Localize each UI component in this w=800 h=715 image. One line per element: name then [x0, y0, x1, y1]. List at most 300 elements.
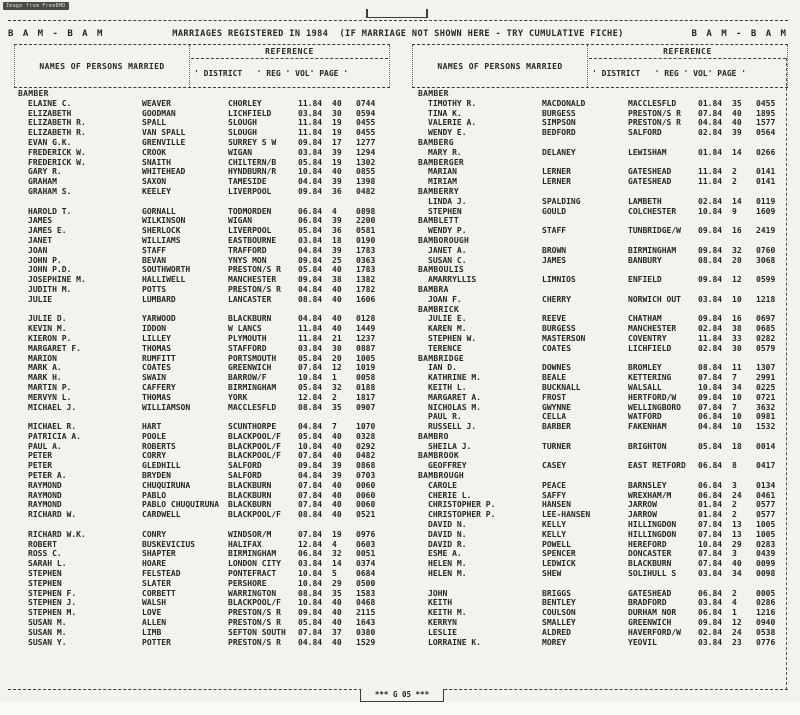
reg-quarter: 01.84	[698, 510, 723, 520]
reg-quarter: 10.84	[298, 373, 323, 383]
district: WALSALL	[628, 382, 662, 392]
spouse-surname: KELLY	[542, 520, 567, 530]
surname-group-header	[408, 216, 792, 226]
spouse-surname: BURGESS	[542, 108, 576, 118]
volume: 35	[732, 98, 742, 108]
volume: 40	[732, 118, 742, 128]
spouse-surname: PEACE	[542, 480, 567, 490]
record-row	[8, 314, 392, 324]
spouse-surname: CORRY	[142, 451, 167, 461]
page-number: 0455	[356, 118, 376, 128]
spouse-surname: REEVE	[542, 314, 567, 324]
volume: 30	[332, 343, 342, 353]
given-name: VALERIE A.	[428, 118, 477, 128]
volume: 40	[332, 618, 342, 628]
spouse-surname: SPALL	[142, 118, 167, 128]
reg-quarter: 10.84	[298, 167, 323, 177]
reg-quarter: 05.84	[698, 441, 723, 451]
record-row	[8, 442, 392, 452]
spouse-surname: TURNER	[542, 441, 571, 451]
volume: 33	[732, 333, 742, 343]
spouse-surname: STAFF	[542, 226, 567, 236]
spouse-surname: SHAPTER	[142, 549, 176, 559]
spouse-surname: CONRY	[142, 529, 167, 539]
page-number: 0060	[356, 500, 376, 510]
reg-quarter: 11.84	[698, 167, 723, 177]
volume: 24	[732, 627, 742, 637]
given-name: PETER	[28, 461, 53, 471]
volume: 10	[732, 294, 742, 304]
district: WARRINGTON	[228, 588, 277, 598]
record-row	[408, 589, 792, 599]
district: PORTSMOUTH	[228, 353, 277, 363]
spouse-surname: VAN SPALL	[142, 128, 186, 138]
record-row	[8, 256, 392, 266]
page-number: 1307	[756, 363, 776, 373]
district: W LANCS	[228, 324, 262, 334]
page-number: 1643	[356, 618, 376, 628]
page-number: 1609	[756, 206, 776, 216]
given-name: MARK A.	[28, 363, 62, 373]
spouse-surname: LOVE	[142, 608, 162, 618]
volume: 32	[332, 382, 342, 392]
page-number: 1005	[756, 520, 776, 530]
record-row	[408, 128, 792, 138]
reg-quarter: 05.84	[298, 431, 323, 441]
spouse-surname: KELLY	[542, 529, 567, 539]
spouse-surname: SLATER	[142, 578, 171, 588]
surname-group-header	[408, 285, 792, 295]
reg-quarter: 03.84	[298, 147, 323, 157]
given-name: HELEN M.	[428, 559, 467, 569]
district: SLOUGH	[228, 118, 257, 128]
district: DONCASTER	[628, 549, 672, 559]
given-name: SARAH L.	[28, 559, 67, 569]
reg-quarter: 03.84	[298, 559, 323, 569]
reg-quarter: 08.84	[298, 402, 323, 412]
page-number: 0521	[356, 510, 376, 520]
spouse-surname: RUMFITT	[142, 353, 176, 363]
spouse-surname: SNAITH	[142, 157, 171, 167]
surname-group-header	[408, 265, 792, 275]
volume: 16	[732, 314, 742, 324]
district: SALFORD	[228, 471, 262, 481]
record-row	[408, 549, 792, 559]
surname-group-label: BAMBROOK	[418, 451, 459, 461]
spouse-surname: WALSH	[142, 598, 167, 608]
given-name: KAREN M.	[428, 324, 467, 334]
record-row	[8, 549, 392, 559]
district: PRESTON/S R	[228, 608, 281, 618]
reg-quarter: 06.84	[698, 461, 723, 471]
district: HILLINGDON	[628, 520, 677, 530]
district: BLACKBURN	[228, 490, 272, 500]
page-number: 0141	[756, 177, 776, 187]
record-row	[408, 598, 792, 608]
district: WATFORD	[628, 412, 662, 422]
spouse-surname: PABLO	[142, 490, 167, 500]
spacer-row	[8, 412, 392, 422]
scan-margin	[0, 702, 800, 715]
record-row	[8, 285, 392, 295]
spouse-surname: COULSON	[542, 608, 576, 618]
volume: 39	[332, 147, 342, 157]
district: PRESTON/S R	[228, 637, 281, 647]
record-row	[408, 118, 792, 128]
surname-group-header	[408, 89, 792, 99]
district: HERTFORD/W	[628, 392, 677, 402]
reg-quarter: 11.84	[698, 333, 723, 343]
given-name: SHEILA J.	[428, 441, 472, 451]
reg-quarter: 12.84	[298, 539, 323, 549]
spouse-surname: SPALDING	[542, 196, 581, 206]
volume: 3	[732, 549, 737, 559]
record-row	[408, 295, 792, 305]
district: GREENWICH	[628, 618, 672, 628]
reg-quarter: 04.84	[298, 471, 323, 481]
district: COLCHESTER	[628, 206, 677, 216]
given-name: STEPHEN M.	[28, 608, 77, 618]
volume: 2	[732, 588, 737, 598]
volume: 17	[332, 137, 342, 147]
record-row	[8, 148, 392, 158]
given-name: HAROLD T.	[28, 206, 72, 216]
record-row	[8, 481, 392, 491]
district: LIVERPOOL	[228, 186, 272, 196]
district: TUNBRIDGE/W	[628, 226, 681, 236]
page-number: 0128	[356, 314, 376, 324]
given-name: PETER A.	[28, 471, 67, 481]
reg-quarter: 07.84	[698, 529, 723, 539]
spouse-surname: LERNER	[542, 177, 571, 187]
surname-group-label: BAMBOULIS	[418, 265, 465, 275]
volume: 32	[332, 549, 342, 559]
page-number: 1817	[356, 392, 376, 402]
page-number: 0976	[356, 529, 376, 539]
reg-quarter: 07.84	[298, 451, 323, 461]
spouse-surname: HANSEN	[542, 500, 571, 510]
spouse-surname: IDDON	[142, 324, 167, 334]
record-row	[8, 177, 392, 187]
page-number: 1449	[356, 324, 376, 334]
record-row	[8, 118, 392, 128]
record-row	[408, 559, 792, 569]
spouse-surname: THOMAS	[142, 392, 171, 402]
reg-quarter: 06.84	[298, 549, 323, 559]
page-number: 3068	[756, 255, 776, 265]
page-number: 2115	[356, 608, 376, 618]
top-divider	[8, 20, 788, 21]
reference-columns: ' DISTRICT ' REG ' VOL' PAGE '	[592, 68, 747, 78]
volume: 39	[732, 128, 742, 138]
given-name: RAYMOND	[28, 480, 62, 490]
column-header-right	[412, 44, 788, 88]
spouse-surname: BURGESS	[542, 324, 576, 334]
record-row	[8, 500, 392, 510]
spouse-surname: LIMB	[142, 627, 162, 637]
volume: 34	[732, 569, 742, 579]
page-number: 0455	[356, 128, 376, 138]
district: LANCASTER	[228, 294, 272, 304]
record-row	[408, 363, 792, 373]
reg-quarter: 03.84	[298, 343, 323, 353]
record-row	[8, 628, 392, 638]
volume: 1	[732, 608, 737, 618]
reg-quarter: 01.84	[698, 98, 723, 108]
volume: 12	[732, 275, 742, 285]
volume: 2	[732, 500, 737, 510]
reg-quarter: 08.84	[698, 363, 723, 373]
reg-quarter: 07.84	[298, 529, 323, 539]
reg-quarter: 03.84	[298, 108, 323, 118]
spouse-surname: CELLA	[542, 412, 567, 422]
given-name: JOHN P.D.	[28, 265, 72, 275]
reg-quarter: 07.84	[298, 363, 323, 373]
reg-quarter: 08.84	[298, 294, 323, 304]
record-row	[408, 520, 792, 530]
reg-quarter: 09.84	[298, 461, 323, 471]
district: BIRMINGHAM	[228, 549, 277, 559]
surname-group-header	[408, 432, 792, 442]
page-number: 1302	[356, 157, 376, 167]
record-row	[8, 383, 392, 393]
district: CHILTERN/B	[228, 157, 277, 167]
page-number: 1606	[356, 294, 376, 304]
record-row	[8, 618, 392, 628]
reg-quarter: 01.84	[698, 500, 723, 510]
given-name: STEPHEN J.	[28, 598, 77, 608]
reference-header	[190, 45, 390, 87]
given-name: JULIE D.	[28, 314, 67, 324]
reg-quarter: 08.84	[298, 588, 323, 598]
district: TODMORDEN	[228, 206, 272, 216]
given-name: MARGARET A.	[428, 392, 481, 402]
page-number: 0907	[356, 402, 376, 412]
surname-group-header	[408, 138, 792, 148]
reg-quarter: 11.84	[298, 128, 323, 138]
reg-quarter: 09.84	[298, 275, 323, 285]
given-name: KEVIN M.	[28, 324, 67, 334]
page-number: 0292	[356, 441, 376, 451]
volume: 40	[732, 559, 742, 569]
page-number: 0703	[356, 471, 376, 481]
spouse-surname: BUCKNALL	[542, 382, 581, 392]
record-row	[8, 510, 392, 520]
volume: 8	[732, 461, 737, 471]
surname-group-header	[8, 89, 392, 99]
page-number: 0119	[756, 196, 776, 206]
volume: 38	[332, 275, 342, 285]
given-name: WENDY E.	[428, 128, 467, 138]
volume: 32	[732, 245, 742, 255]
volume: 30	[732, 343, 742, 353]
district: SALFORD	[228, 461, 262, 471]
record-row	[8, 569, 392, 579]
page-number: 1532	[756, 422, 776, 432]
given-name: MARTIN P.	[28, 382, 72, 392]
page-number: 0286	[756, 598, 776, 608]
record-row	[8, 530, 392, 540]
district: PRESTON/S R	[628, 108, 681, 118]
volume: 40	[332, 608, 342, 618]
spouse-surname: SWAIN	[142, 373, 167, 383]
page-number: 0981	[756, 412, 776, 422]
district: BLACKBURN	[628, 559, 672, 569]
surname-group-label: BAMBER	[18, 89, 49, 98]
given-name: MICHAEL J.	[28, 402, 77, 412]
column-header-left	[14, 44, 390, 88]
reg-quarter: 07.84	[698, 559, 723, 569]
given-name: CHRISTOPHER P.	[428, 510, 496, 520]
reference-label: REFERENCE	[663, 47, 712, 56]
reg-quarter: 06.84	[298, 206, 323, 216]
record-row	[8, 461, 392, 471]
record-row	[408, 109, 792, 119]
page-number: 0380	[356, 627, 376, 637]
reg-quarter: 04.84	[698, 422, 723, 432]
spouse-surname: POWELL	[542, 539, 571, 549]
page-number: 0282	[756, 333, 776, 343]
fiche-plate-number: *** G 05 ***	[360, 689, 444, 702]
district: PRESTON/S R	[228, 618, 281, 628]
reg-quarter: 05.84	[298, 618, 323, 628]
reg-quarter: 09.84	[698, 275, 723, 285]
record-row	[408, 314, 792, 324]
district: FAKENHAM	[628, 422, 667, 432]
reg-quarter: 06.84	[698, 608, 723, 618]
spouse-surname: WHITEHEAD	[142, 167, 186, 177]
page-number: 0685	[756, 324, 776, 334]
volume: 13	[732, 529, 742, 539]
fiche-registration-mark	[366, 8, 428, 18]
given-name: RAYMOND	[28, 500, 62, 510]
district: WIGAN	[228, 147, 253, 157]
volume: 20	[732, 255, 742, 265]
reg-quarter: 04.84	[298, 637, 323, 647]
spouse-surname: SPENCER	[542, 549, 576, 559]
record-row	[8, 207, 392, 217]
page-number: 0266	[756, 147, 776, 157]
reg-quarter: 10.84	[298, 569, 323, 579]
surname-group-header	[408, 354, 792, 364]
record-row	[8, 109, 392, 119]
page-number: 0468	[356, 598, 376, 608]
district: LICHFIELD	[228, 108, 272, 118]
given-name: MARK H.	[28, 373, 62, 383]
reg-quarter: 07.84	[698, 373, 723, 383]
reg-quarter: 07.84	[698, 402, 723, 412]
page-number: 1019	[356, 363, 376, 373]
reg-quarter: 10.84	[698, 539, 723, 549]
district: HAVERFORD/W	[628, 627, 681, 637]
page-number: 0328	[356, 431, 376, 441]
page-number: 1895	[756, 108, 776, 118]
record-row	[8, 344, 392, 354]
record-row	[8, 187, 392, 197]
page-number: 0603	[356, 539, 376, 549]
volume: 40	[332, 294, 342, 304]
record-row	[8, 608, 392, 618]
district: HEREFORD	[628, 539, 667, 549]
given-name: STEPHEN W.	[428, 333, 477, 343]
volume: 16	[732, 226, 742, 236]
page-title: MARRIAGES REGISTERED IN 1984 (IF MARRIAGE NOT SHOWN HERE - TRY CUMULATIVE FICHE)	[172, 29, 624, 39]
volume: 29	[332, 578, 342, 588]
spouse-surname: BEVAN	[142, 255, 167, 265]
spouse-surname: GLEDHILL	[142, 461, 181, 471]
record-row	[408, 167, 792, 177]
volume: 40	[332, 431, 342, 441]
reg-quarter: 04.84	[298, 284, 323, 294]
given-name: PATRICIA A.	[28, 431, 81, 441]
reg-quarter: 11.84	[298, 333, 323, 343]
reference-label: REFERENCE	[265, 47, 314, 56]
record-row	[408, 256, 792, 266]
volume: 7	[332, 422, 337, 432]
page-number: 1398	[356, 177, 376, 187]
surname-group-label: BAMBROUGH	[418, 471, 465, 481]
reg-quarter: 02.84	[698, 128, 723, 138]
given-name: LORRAINE K.	[428, 637, 481, 647]
page-number: 1382	[356, 275, 376, 285]
spouse-surname: WILLIAMS	[142, 235, 181, 245]
given-name: ELAINE C.	[28, 98, 72, 108]
spouse-surname: LERNER	[542, 167, 571, 177]
spouse-surname: BUSKEVICIUS	[142, 539, 195, 549]
surname-group-label: BAMBOROUGH	[418, 235, 470, 245]
record-row	[8, 138, 392, 148]
spouse-surname: HART	[142, 422, 162, 432]
reg-quarter: 02.84	[698, 627, 723, 637]
given-name: KIERON P.	[28, 333, 72, 343]
record-row	[408, 226, 792, 236]
spouse-surname: CHUQUIRUNA	[142, 480, 191, 490]
page-number: 0697	[756, 314, 776, 324]
district: BIRMINGHAM	[628, 245, 677, 255]
volume: 2	[732, 177, 737, 187]
spouse-surname: HOARE	[142, 559, 167, 569]
reg-quarter: 03.84	[298, 235, 323, 245]
given-name: MARGARET F.	[28, 343, 81, 353]
page-number: 0141	[756, 167, 776, 177]
spouse-surname: WILKINSON	[142, 216, 186, 226]
given-name: ELIZABETH R.	[28, 128, 86, 138]
district: SEFTON SOUTH	[228, 627, 286, 637]
given-name: ESME A.	[428, 549, 462, 559]
record-row	[408, 442, 792, 452]
record-row	[408, 412, 792, 422]
district: YEOVIL	[628, 637, 657, 647]
given-name: JULIE	[28, 294, 53, 304]
reg-quarter: 04.84	[698, 118, 723, 128]
volume: 39	[332, 216, 342, 226]
reg-quarter: 04.84	[298, 422, 323, 432]
volume: 36	[332, 226, 342, 236]
page-number: 0363	[356, 255, 376, 265]
spouse-surname: LIMNIOS	[542, 275, 576, 285]
page-number: 1070	[356, 422, 376, 432]
given-name: ELIZABETH	[28, 108, 72, 118]
reg-quarter: 04.84	[298, 245, 323, 255]
volume: 40	[332, 451, 342, 461]
volume: 40	[332, 167, 342, 177]
reg-quarter: 03.84	[698, 569, 723, 579]
volume: 10	[732, 422, 742, 432]
given-name: JOHN P.	[28, 255, 62, 265]
given-name: KATHRINE M.	[428, 373, 481, 383]
volume: 36	[332, 186, 342, 196]
record-row	[408, 246, 792, 256]
